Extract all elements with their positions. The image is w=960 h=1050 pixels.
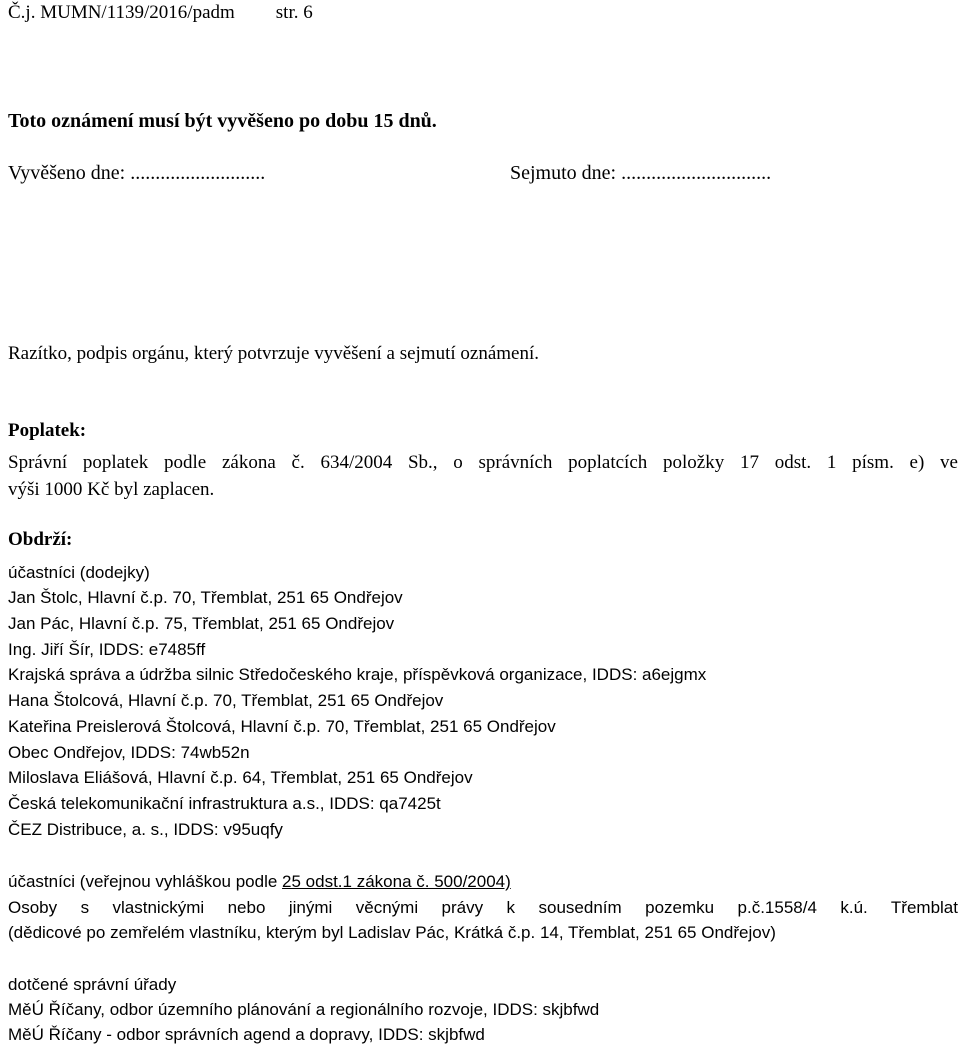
group-authorities-title: dotčené správní úřady xyxy=(8,975,177,994)
group-participants-title: účastníci (dodejky) xyxy=(8,563,150,582)
recipient-item: Obec Ondřejov, IDDS: 74wb52n xyxy=(8,743,250,762)
recipient-item: Česká telekomunikační infrastruktura a.s., IDDS: qa7425t xyxy=(8,794,441,813)
recipient-item: Jan Pác, Hlavní č.p. 75, Třemblat, 251 65 Ondřejov xyxy=(8,614,395,633)
removed-date-field: Sejmuto dne: .............................. xyxy=(510,162,772,184)
recipients-heading: Obdrží: xyxy=(8,529,73,550)
law-reference-link[interactable]: 25 odst.1 zákona č. 500/2004) xyxy=(282,872,511,891)
public-notice-line-1: Osoby s vlastnickými nebo jinými věcnými právy k sousedním pozemku p.č.1558/4 k.ú. Třemblat xyxy=(8,898,958,917)
recipient-item: Miloslava Eliášová, Hlavní č.p. 64, Třemblat, 251 65 Ondřejov xyxy=(8,768,473,787)
page-number: str. 6 xyxy=(275,2,313,23)
recipient-item: Kateřina Preislerová Štolcová, Hlavní č.p. 70, Třemblat, 251 65 Ondřejov xyxy=(8,717,556,736)
fee-text-line-2: výši 1000 Kč byl zaplacen. xyxy=(8,479,215,500)
reference-number: Č.j. MUMN/1139/2016/padm xyxy=(8,2,235,23)
stamp-note: Razítko, podpis orgánu, který potvrzuje vyvěšení a sejmutí oznámení. xyxy=(8,343,539,364)
recipient-item: Krajská správa a údržba silnic Středočeského kraje, příspěvková organizace, IDDS: a6ejgmx xyxy=(8,665,707,684)
notice-duration: Toto oznámení musí být vyvěšeno po dobu 15 dnů. xyxy=(8,110,437,132)
posted-date-field: Vyvěšeno dne: ........................... xyxy=(8,162,266,184)
public-notice-line-2: (dědicové po zemřelém vlastníku, kterým byl Ladislav Pác, Krátká č.p. 14, Třemblat, 251 65 Ondřejov) xyxy=(8,923,776,942)
recipient-item: Hana Štolcová, Hlavní č.p. 70, Třemblat, 251 65 Ondřejov xyxy=(8,691,444,710)
recipient-item: ČEZ Distribuce, a. s., IDDS: v95uqfy xyxy=(8,820,283,839)
authority-item: MěÚ Říčany - odbor správních agend a dopravy, IDDS: skjbfwd xyxy=(8,1025,485,1044)
authority-item: MěÚ Říčany, odbor územního plánování a regionálního rozvoje, IDDS: skjbfwd xyxy=(8,1000,600,1019)
page-header xyxy=(8,2,313,24)
fee-heading: Poplatek: xyxy=(8,420,87,441)
fee-text-line-1: Správní poplatek podle zákona č. 634/2004 Sb., o správních poplatcích položky 17 odst. 1 písm. e) ve xyxy=(8,452,958,473)
group-public-notice-title-text: účastníci (veřejnou vyhláškou podle xyxy=(8,872,283,891)
recipient-item: Ing. Jiří Šír, IDDS: e7485ff xyxy=(8,640,206,659)
recipient-item: Jan Štolc, Hlavní č.p. 70, Třemblat, 251 65 Ondřejov xyxy=(8,588,403,607)
group-public-notice-title xyxy=(8,871,511,893)
